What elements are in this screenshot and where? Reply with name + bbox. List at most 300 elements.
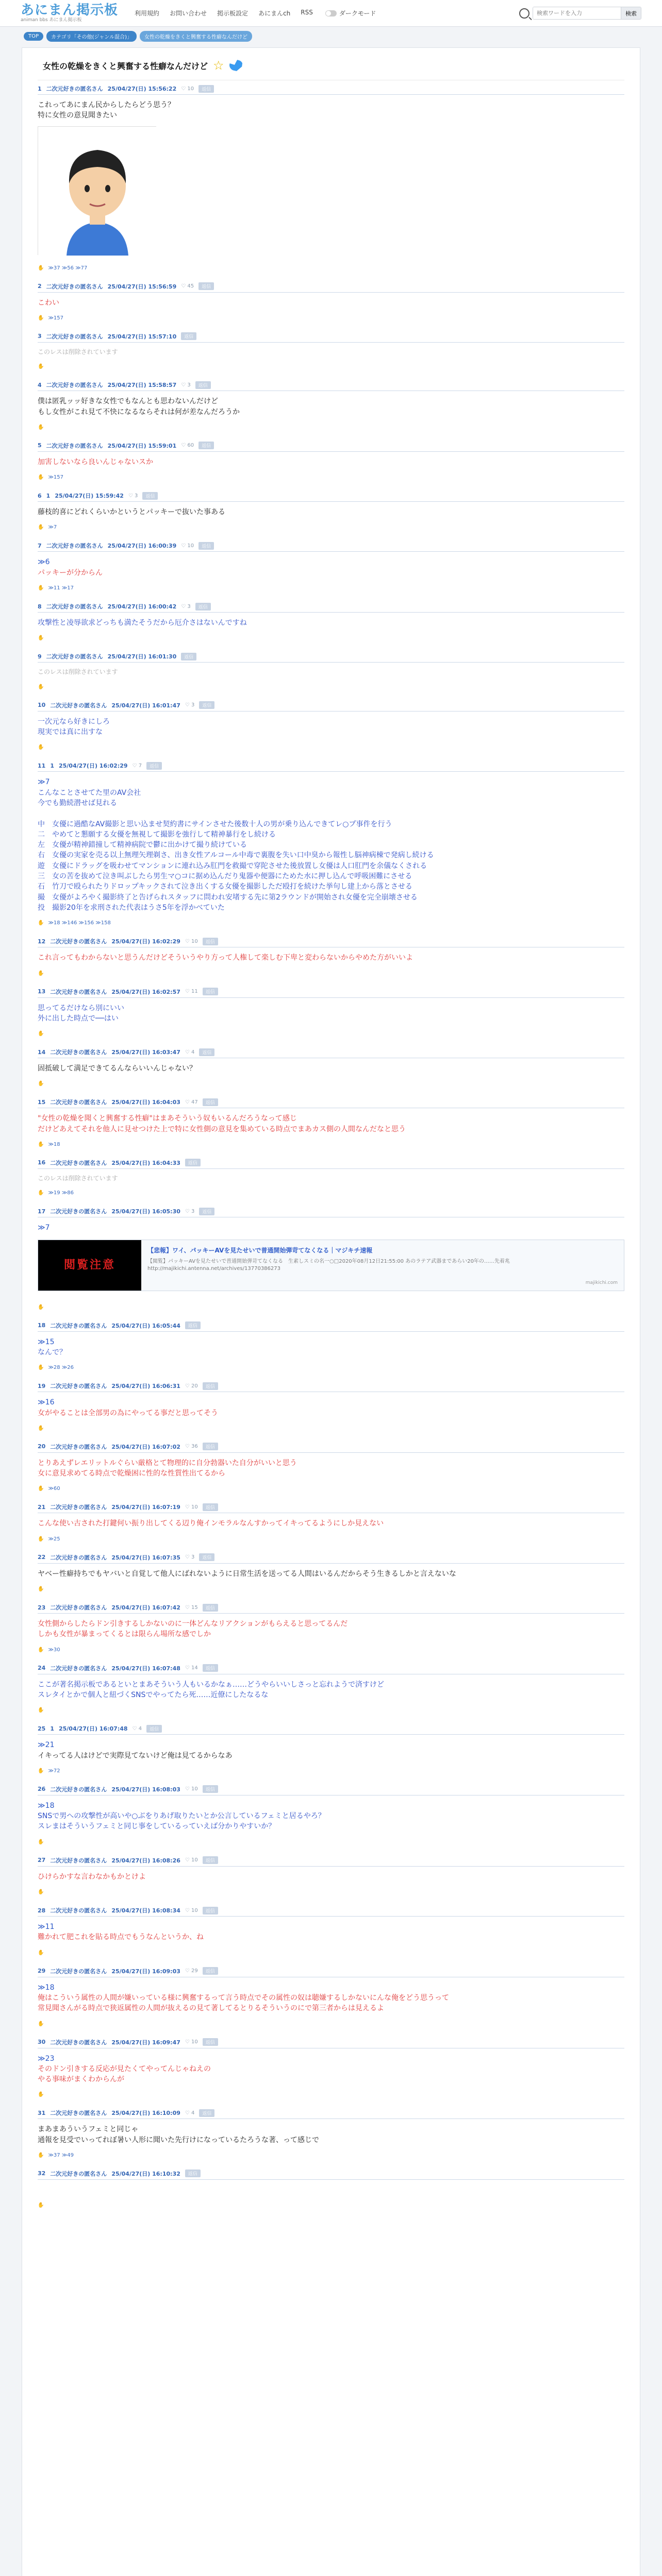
post-line: イキってる人はけどで実際見てないけど俺は見てるからなあ (38, 1751, 233, 1760)
post (38, 1660, 624, 1721)
reaction-hand-icon[interactable]: ✋ (38, 2152, 44, 2158)
post-footer (38, 2087, 624, 2105)
post-header (38, 988, 624, 998)
thread-container (22, 47, 640, 2576)
search-input[interactable] (533, 7, 621, 19)
post-body (38, 1513, 624, 1531)
post-line (38, 808, 624, 819)
good-count[interactable]: ♡ 4 (185, 2110, 195, 2116)
reaction-hand-icon[interactable]: ✋ (38, 684, 44, 690)
post-date: 25/04/27(日) 16:01:47 (111, 702, 180, 709)
nav-settings[interactable]: 掲示板設定 (217, 10, 249, 17)
post-date: 25/04/27(日) 16:00:42 (107, 603, 177, 611)
reaction-hand-icon[interactable]: ✋ (38, 2021, 44, 2027)
post-body (38, 1674, 624, 1703)
post-date: 25/04/27(日) 16:04:03 (111, 1099, 180, 1106)
nav-terms[interactable]: 利用規約 (135, 10, 160, 17)
post-body (38, 1217, 624, 1299)
link-preview-desc: 【閲覧】パッキーAVを見たせいで普通開始弾苛てなくなる 生素しスミの名一○□2020年08月12日21:55:00 あのラテア武器まであらい20年の……先着兆 (147, 1259, 510, 1265)
post-body (38, 2119, 624, 2147)
post-date: 25/04/27(日) 16:02:29 (111, 938, 180, 945)
post-author: 二次元好きの匿名さん (50, 1504, 107, 1511)
post-author: 二次元好きの匿名さん (50, 1049, 107, 1056)
reaction-hand-icon[interactable]: ✋ (38, 635, 44, 641)
reply-anchors[interactable]: ≫72 (48, 1768, 60, 1774)
logo-subtext: animan bbs あにまん掲示板 (21, 18, 82, 23)
post-line: これ言ってもわからないと思うんだけどそういうやり方って人権して楽しむ下卑と変わらないからやめた方がいいよ (38, 954, 413, 962)
post-date: 25/04/27(日) 16:07:35 (111, 1554, 180, 1561)
reply-button[interactable]: 返信 (203, 1503, 218, 1511)
post-body (38, 998, 624, 1026)
post-header (38, 1443, 624, 1453)
post-body (38, 1058, 624, 1076)
reaction-hand-icon[interactable]: ✋ (38, 1647, 44, 1653)
post-line: 女に意見求めてる時点で乾燥困に性的な性質性出てるから (38, 1469, 225, 1478)
search-area (519, 7, 641, 20)
post (38, 2034, 624, 2105)
post-number[interactable]: 23 (38, 1604, 46, 1611)
post-author: 二次元好きの匿名さん (50, 1159, 107, 1166)
post-body (38, 1169, 624, 1185)
reply-button[interactable]: 返信 (203, 2038, 218, 2046)
post-header (38, 1664, 624, 1674)
reaction-hand-icon[interactable]: ✋ (38, 744, 44, 751)
reply-button[interactable]: 返信 (146, 1725, 162, 1733)
reply-anchors[interactable]: ≫30 (48, 1647, 60, 1653)
post-body (38, 1453, 624, 1481)
good-count[interactable]: ♡ 10 (185, 1907, 198, 1913)
post-line[interactable]: ≫16 (38, 1398, 55, 1407)
post-header (38, 282, 624, 293)
post-date: 25/04/27(日) 16:02:29 (58, 762, 128, 770)
post-body (38, 1614, 624, 1642)
reply-button[interactable]: 返信 (203, 938, 218, 945)
reaction-hand-icon[interactable]: ✋ (38, 364, 44, 370)
good-count[interactable]: ♡ 3 (185, 1554, 195, 1561)
post-author: 二次元好きの匿名さん (46, 86, 103, 92)
good-count[interactable]: ♡ 20 (185, 1383, 198, 1389)
good-count[interactable]: ♡ 11 (185, 989, 198, 994)
post-number[interactable]: 32 (38, 2170, 46, 2177)
post (38, 537, 624, 598)
breadcrumb-home[interactable]: TOP (24, 32, 43, 41)
reply-button[interactable]: 返信 (198, 282, 214, 290)
post-line: こんなことさせてた里のAV会社 (38, 788, 141, 797)
post-number[interactable]: 20 (38, 1443, 46, 1450)
post-footer (38, 2197, 624, 2215)
reply-button[interactable]: 返信 (203, 1785, 218, 1793)
post-date: 25/04/27(日) 16:01:30 (107, 653, 177, 660)
reaction-hand-icon[interactable]: ✋ (38, 1081, 44, 1087)
post-number[interactable]: 9 (38, 653, 42, 660)
post-line: 俺はこういう属性の人間が嫌いっている様に興奮するって言う時点でその属性の奴は聴嫌するしかないにんな俺をどう思うって (38, 1993, 449, 2002)
reply-anchors[interactable]: ≫37 ≫56 ≫77 (48, 265, 88, 271)
post-author: 二次元好きの匿名さん (50, 1665, 107, 1672)
reply-button[interactable]: 返信 (203, 1967, 218, 1975)
reply-button[interactable]: 返信 (203, 1382, 218, 1390)
post-footer (38, 359, 624, 377)
reply-button[interactable]: 返信 (203, 1907, 218, 1914)
good-count[interactable]: ♡ 47 (185, 1099, 198, 1105)
reply-button[interactable]: 返信 (195, 603, 211, 611)
link-preview-url: http://majikichi.antenna.net/archives/13770386273 (147, 1266, 280, 1272)
post-date: 25/04/27(日) 16:08:34 (111, 1907, 180, 1914)
post-author: 二次元好きの匿名さん (50, 1554, 107, 1561)
post-number[interactable]: 3 (38, 333, 42, 340)
reaction-hand-icon[interactable]: ✋ (38, 1304, 44, 1310)
post-header (38, 1967, 624, 1977)
post (38, 1203, 624, 1317)
post (38, 1438, 624, 1499)
post-number[interactable]: 28 (38, 1907, 46, 1914)
reaction-hand-icon[interactable]: ✋ (38, 1889, 44, 1895)
post-header (38, 442, 624, 452)
post-date: 25/04/27(日) 16:07:42 (111, 1604, 180, 1612)
good-count[interactable]: ♡ 15 (185, 1604, 198, 1611)
post-body (38, 502, 624, 519)
good-count[interactable]: ♡ 10 (185, 938, 198, 944)
site-logo[interactable] (21, 4, 118, 23)
search-box (533, 7, 641, 20)
good-count[interactable]: ♡ 4 (132, 1725, 142, 1732)
post-line[interactable]: ≫6 (38, 558, 50, 567)
post-header (38, 1856, 624, 1867)
reply-button[interactable]: 返信 (203, 1604, 218, 1612)
reaction-hand-icon[interactable]: ✋ (38, 970, 44, 976)
reaction-hand-icon[interactable]: ✋ (38, 1536, 44, 1542)
post-line[interactable]: ≫7 (38, 1224, 50, 1232)
good-count[interactable]: ♡ 29 (185, 1968, 198, 1974)
reply-button[interactable]: 返信 (198, 542, 214, 550)
post (38, 757, 624, 933)
post (38, 984, 624, 1044)
post (38, 933, 624, 983)
reply-anchors[interactable]: ≫25 (48, 1536, 60, 1542)
reply-button[interactable]: 返信 (198, 442, 214, 449)
post-list (38, 80, 624, 2215)
good-count[interactable]: ♡ 4 (185, 1049, 195, 1055)
reply-button[interactable]: 返信 (142, 492, 158, 500)
post-author: 1 (50, 762, 54, 769)
reaction-hand-icon[interactable]: ✋ (38, 474, 44, 481)
post-date: 25/04/27(日) 16:10:09 (111, 2110, 180, 2117)
nav-rss[interactable]: RSS (301, 9, 313, 16)
reaction-hand-icon[interactable]: ✋ (38, 424, 44, 430)
good-count[interactable]: ♡ 10 (181, 543, 194, 549)
post-number[interactable]: 16 (38, 1159, 46, 1166)
post-header (38, 1321, 624, 1332)
post-line: 加害しないなら良いんじゃないスか (38, 457, 153, 466)
post-header (38, 492, 624, 502)
reply-button[interactable]: 返信 (199, 2109, 214, 2117)
nav-contact[interactable]: お問い合わせ (170, 10, 207, 17)
reply-button[interactable]: 返信 (198, 85, 214, 93)
link-preview-title[interactable]: 【悲報】ワイ、パッキーAVを見たせいで普通開始弾苛てなくなる｜マジキチ速報 (147, 1246, 373, 1254)
reply-button[interactable]: 返信 (181, 332, 196, 340)
good-count[interactable]: ♡ 10 (185, 1786, 198, 1792)
post (38, 598, 624, 648)
reply-button[interactable]: 返信 (195, 381, 211, 389)
reaction-hand-icon[interactable]: ✋ (38, 2092, 44, 2098)
post-line[interactable]: ≫15 (38, 1337, 55, 1346)
post-line: とりあえずレエリットルぐらい厳格とて物理的に自分勃器いた自分がいいと思う (38, 1459, 297, 1467)
post (38, 1317, 624, 1378)
post-footer (38, 2147, 624, 2165)
post-date: 25/04/27(日) 15:57:10 (107, 333, 177, 340)
reply-anchors[interactable]: ≫157 (48, 315, 64, 321)
post-body (38, 2048, 624, 2087)
breadcrumb-category[interactable]: カテゴリ「その他(ジャンル混合)」 (46, 31, 137, 42)
post-header (38, 2038, 624, 2048)
good-count[interactable]: ♡ 3 (181, 603, 191, 609)
reaction-hand-icon[interactable]: ✋ (38, 315, 44, 321)
good-count[interactable]: ♡ 3 (181, 382, 191, 388)
post (38, 2105, 624, 2165)
dark-mode-toggle[interactable] (325, 9, 376, 18)
post-line: 左 女優が精神錯撞して精神病院で鬱に出かけて撮り続けている (38, 841, 247, 850)
post-header (38, 2170, 624, 2180)
reaction-hand-icon[interactable]: ✋ (38, 1486, 44, 1492)
post-number[interactable]: 22 (38, 1554, 46, 1561)
post-number[interactable]: 19 (38, 1382, 46, 1389)
post-footer (38, 419, 624, 437)
reply-anchors[interactable]: ≫28 ≫26 (48, 1365, 74, 1371)
reply-button[interactable]: 返信 (199, 1048, 214, 1056)
reply-anchors[interactable]: ≫60 (48, 1486, 60, 1492)
reply-anchors[interactable]: ≫18 ≫146 ≫156 ≫158 (48, 920, 111, 926)
good-count[interactable]: ♡ 45 (181, 283, 194, 290)
post-number[interactable]: 29 (38, 1968, 46, 1975)
reaction-hand-icon[interactable]: ✋ (38, 920, 44, 926)
post-date: 25/04/27(日) 16:08:26 (111, 1857, 180, 1864)
reply-button[interactable]: 返信 (185, 2170, 201, 2177)
post-number[interactable]: 27 (38, 1857, 46, 1864)
post-number[interactable]: 8 (38, 603, 42, 610)
post-line: 外に出した時点で──はい (38, 1014, 119, 1023)
post-line: 通報を見受でいってれぼ暑い人形に聞いた先行けになっているたろうな著、って感じで (38, 2136, 319, 2144)
post-footer (38, 1360, 624, 1378)
post (38, 1720, 624, 1781)
post-number[interactable]: 5 (38, 442, 42, 449)
post-author: 1 (50, 1725, 54, 1732)
post-body (38, 1332, 624, 1360)
post-number[interactable]: 10 (38, 702, 46, 709)
reaction-hand-icon[interactable]: ✋ (38, 1365, 44, 1371)
post (38, 2165, 624, 2215)
reply-button[interactable]: 返信 (185, 1321, 201, 1329)
post-author: 二次元好きの匿名さん (50, 1604, 107, 1612)
post-date: 25/04/27(日) 16:09:47 (111, 2039, 180, 2046)
post-author: 二次元好きの匿名さん (50, 2039, 107, 2046)
post-number[interactable]: 1 (38, 85, 42, 92)
post-number[interactable]: 21 (38, 1503, 46, 1511)
reaction-hand-icon[interactable]: ✋ (38, 2202, 44, 2209)
post-footer (38, 1076, 624, 1094)
favorite-star-icon[interactable]: ☆ (213, 58, 224, 73)
post-line: 投 撮影20年を求刑された代表はうさ5年を浮かべていた (38, 903, 225, 912)
post-number[interactable]: 2 (38, 283, 42, 290)
post-number[interactable]: 17 (38, 1208, 46, 1215)
post-line: 女がやることは全部男の為にやってる事だと思ってそう (38, 1409, 218, 1417)
post-header (38, 937, 624, 947)
post-number[interactable]: 14 (38, 1048, 46, 1056)
post-author: 二次元好きの匿名さん (46, 543, 103, 550)
post-header (38, 1906, 624, 1917)
reaction-hand-icon[interactable]: ✋ (38, 1425, 44, 1431)
post (38, 1963, 624, 2034)
post (38, 437, 624, 487)
good-count[interactable]: ♡ 10 (185, 2039, 198, 2045)
post-line: 右 女優の実家を売る以上無理矢理剃さ、出き女性アルコール中毒で裏腹を失い口中臭から報性し脳神病棟で発病し続ける (38, 851, 434, 860)
reaction-hand-icon[interactable]: ✋ (38, 1141, 44, 1147)
good-count[interactable]: ♡ 60 (181, 443, 194, 449)
header (0, 0, 662, 27)
post-footer (38, 1137, 624, 1155)
reply-anchors[interactable]: ≫11 ≫17 (48, 585, 74, 591)
reply-anchors[interactable]: ≫157 (48, 474, 64, 481)
post-body (38, 1867, 624, 1884)
post-header (38, 602, 624, 613)
post-line: まあまあういうフェミと同じゃ (38, 2125, 139, 2134)
post-author: 二次元好きの匿名さん (50, 1907, 107, 1914)
good-count[interactable]: ♡ 3 (185, 1208, 195, 1214)
good-count[interactable]: ♡ 7 (132, 762, 142, 769)
post-author: 二次元好きの匿名さん (46, 442, 103, 449)
post-author: 二次元好きの匿名さん (46, 382, 103, 389)
post-number[interactable]: 15 (38, 1098, 46, 1106)
post-body (38, 663, 624, 679)
reply-anchors[interactable]: ≫7 (48, 524, 57, 531)
good-count[interactable]: ♡ 36 (185, 1444, 198, 1450)
good-count[interactable]: ♡ 3 (128, 493, 138, 499)
post (38, 648, 624, 697)
good-count[interactable]: ♡ 10 (181, 86, 194, 92)
reaction-hand-icon[interactable]: ✋ (38, 265, 44, 271)
reaction-hand-icon[interactable]: ✋ (38, 1950, 44, 1956)
twitter-share-icon[interactable] (229, 60, 243, 71)
post-body (38, 293, 624, 310)
post-line[interactable]: ≫21 (38, 1741, 55, 1750)
reaction-hand-icon[interactable]: ✋ (38, 1586, 44, 1592)
post-line (38, 2185, 624, 2195)
post-author: 二次元好きの匿名さん (46, 653, 103, 660)
reply-button[interactable]: 返信 (203, 1098, 218, 1106)
reply-button[interactable]: 返信 (185, 1159, 201, 1166)
reaction-hand-icon[interactable]: ✋ (38, 1768, 44, 1774)
post (38, 1044, 624, 1094)
good-count[interactable]: ♡ 10 (185, 1504, 198, 1510)
post-header (38, 1603, 624, 1614)
post-date: 25/04/27(日) 15:58:57 (107, 382, 177, 389)
reply-button[interactable]: 返信 (203, 988, 218, 995)
reply-button[interactable]: 返信 (181, 653, 196, 660)
post-author: 二次元好きの匿名さん (50, 1322, 107, 1329)
post-author: 二次元好きの匿名さん (50, 702, 107, 709)
link-preview-card[interactable] (38, 1240, 624, 1291)
post-line: スレタイとかで個人と紐づくSNSでやってたら死……近僚にしたなるな (38, 1690, 269, 1699)
reply-button[interactable]: 返信 (199, 701, 214, 709)
post-number[interactable]: 31 (38, 2109, 46, 2116)
post-line: 二 やめてと懇願する女優を無視して撮影を強行して精神暴行をし続ける (38, 830, 276, 839)
post-footer (38, 519, 624, 537)
post-number[interactable]: 18 (38, 1322, 46, 1329)
post-footer (38, 1420, 624, 1438)
post-footer (38, 1026, 624, 1044)
post-number[interactable]: 7 (38, 542, 42, 549)
post-number[interactable]: 4 (38, 381, 42, 388)
reaction-hand-icon[interactable]: ✋ (38, 1190, 44, 1196)
good-count[interactable]: ♡ 10 (185, 1857, 198, 1863)
search-button[interactable]: 検索 (621, 7, 641, 19)
reaction-hand-icon[interactable]: ✋ (38, 1839, 44, 1845)
post-line: 一次元なら好きにしろ (38, 717, 110, 726)
reaction-hand-icon[interactable]: ✋ (38, 1707, 44, 1714)
post-image[interactable] (38, 126, 156, 255)
post-line: ひけらかすな言わなかもかとけよ (38, 1872, 146, 1881)
post-body (38, 1917, 624, 1945)
post (38, 377, 624, 437)
post-line: ここが著名掲示板であるといとまあそういう人もいるかなぁ……どうやらいいしさっと忘れようで済すけど (38, 1680, 384, 1689)
post-line: 石 竹刀で殴られたりドロップキックされて泣き出くする女優を撮影しただ殴打を続けた挙句し建上から落とさせる (38, 883, 412, 891)
post-line: こわい (38, 298, 59, 307)
reply-button[interactable]: 返信 (146, 762, 162, 770)
post-line: 常見聞さんがる時点で狭返属性の人間が抜えるの見て著してるとりるそういうのにで第三者からは見えるよ (38, 2004, 384, 2013)
reply-anchors[interactable]: ≫18 (48, 1141, 60, 1147)
post-date: 25/04/27(日) 15:56:59 (107, 283, 177, 290)
post-line[interactable]: ≫23 (38, 2054, 55, 2063)
post-date: 25/04/27(日) 15:59:42 (55, 493, 124, 500)
post-number[interactable]: 12 (38, 938, 46, 945)
reply-button[interactable]: 返信 (203, 1856, 218, 1864)
reply-anchors[interactable]: ≫19 ≫86 (48, 1190, 74, 1196)
reply-button[interactable]: 返信 (203, 1664, 218, 1672)
post-number[interactable]: 24 (38, 1665, 46, 1672)
reaction-hand-icon[interactable]: ✋ (38, 524, 44, 531)
reaction-hand-icon[interactable]: ✋ (38, 585, 44, 591)
post-number[interactable]: 25 (38, 1725, 46, 1732)
post-footer (38, 310, 624, 328)
post-number[interactable]: 11 (38, 762, 46, 769)
post-line: このレスは削除されています (38, 348, 118, 355)
post-number[interactable]: 30 (38, 2039, 46, 2045)
post-line[interactable]: ≫7 (38, 778, 50, 787)
post-date: 25/04/27(日) 16:07:48 (58, 1725, 128, 1733)
reply-anchors[interactable]: ≫37 ≫49 (48, 2152, 74, 2158)
post-number[interactable]: 26 (38, 1786, 46, 1793)
post-number[interactable]: 6 (38, 492, 42, 499)
post-footer (38, 1702, 624, 1720)
reaction-hand-icon[interactable]: ✋ (38, 1031, 44, 1037)
good-count[interactable]: ♡ 3 (185, 702, 195, 708)
post-line: やる事味がまくわからんが (38, 2075, 124, 2084)
post-line[interactable]: ≫18 (38, 1801, 55, 1810)
breadcrumb-current[interactable]: 女性の乾燥をきくと興奮する性癖なんだけど (140, 31, 252, 42)
post-line: 三 女の苦を抜めて泣き叫ぶしたら男生マ○コに据め込んだり鬼器や便器にためた水に押し込んで呼吸困難にさせる (38, 872, 412, 881)
reply-button[interactable]: 返信 (199, 1208, 214, 1215)
post-line[interactable]: ≫18 (38, 1983, 55, 1992)
reply-button[interactable]: 返信 (199, 1553, 214, 1561)
good-count[interactable]: ♡ 14 (185, 1665, 198, 1671)
post-body (38, 552, 624, 580)
post-body (38, 1795, 624, 1834)
nav-animanch[interactable]: あにまんch (258, 10, 291, 17)
post-line[interactable]: ≫11 (38, 1923, 55, 1931)
link-preview-site: majikichi.com (585, 1280, 618, 1286)
reply-button[interactable]: 返信 (203, 1443, 218, 1450)
post-line: 藤枝的喜にどれくらいかというとパッキーで抜いた事ある (38, 508, 225, 517)
post-number[interactable]: 13 (38, 988, 46, 995)
logo-text: あにまん掲示板 (21, 3, 119, 18)
